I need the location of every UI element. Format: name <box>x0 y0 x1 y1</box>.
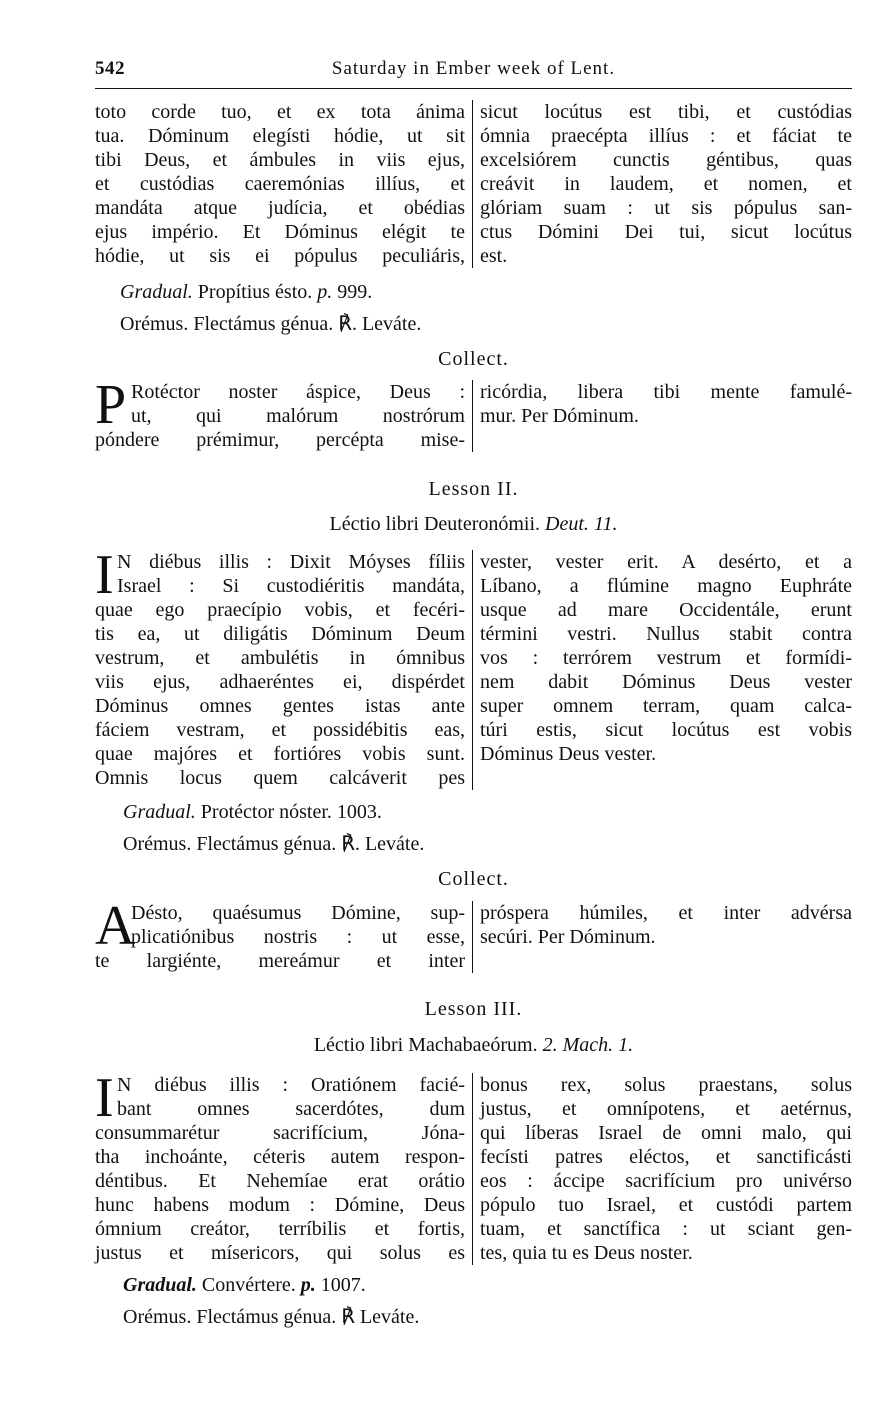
left-column <box>95 1067 465 1265</box>
gradual-line <box>123 1272 366 1298</box>
lesson-title <box>95 1032 852 1058</box>
text-line: Israel : Si custodiéritis mandáta, <box>117 575 465 597</box>
text-line: tua. Dóminum elegísti hódie, ut sit <box>95 125 465 147</box>
text-line: justus et mísericors, qui solus es <box>95 1242 465 1264</box>
left-column <box>95 374 465 452</box>
text-line: nem dabit Dóminus Deus vester <box>480 671 852 693</box>
text-line: glóriam suam : ut sis pópulus san- <box>480 197 852 219</box>
reading-continuation <box>95 100 852 268</box>
text-line: hódie, ut sis ei pópulus peculiáris, <box>95 245 465 267</box>
gradual-text: Propítius ésto. <box>192 281 318 303</box>
gradual-text: Protéctor nóster. 1003. <box>195 801 382 823</box>
right-column <box>480 380 852 428</box>
page-ref: 999. <box>332 281 373 303</box>
text-line: tuam, et sanctífica : ut sciant gen- <box>480 1218 852 1240</box>
text-line: túri estis, sicut locútus est vobis <box>480 719 852 741</box>
text-line: secúri. Per Dóminum. <box>480 926 656 948</box>
text-line: ut, qui malórum nostrórum <box>131 405 465 427</box>
gradual-line <box>120 279 372 305</box>
text-line: toto corde tuo, et ex tota ánima <box>95 101 465 123</box>
drop-cap: A <box>95 895 136 957</box>
text-line: sicut locútus est tibi, et custódias <box>480 101 852 123</box>
text-line: quae majóres et fortióres vobis sunt. <box>95 743 465 765</box>
lesson-title-text: Léctio libri Machabaeórum. <box>313 1034 543 1056</box>
text-line: términi vestri. Nullus stabit contra <box>480 623 852 645</box>
text-line: Líbano, a flúmine magno Euphráte <box>480 575 852 597</box>
right-column <box>480 100 852 268</box>
text-line: consummarétur sacrifícium, Jóna- <box>95 1122 465 1144</box>
left-column <box>95 544 465 790</box>
right-column <box>480 550 852 766</box>
text-line: déntibus. Et Nehemíae erat orátio <box>95 1170 465 1192</box>
text-line: bant omnes sacerdótes, dum <box>117 1098 465 1120</box>
text-line: excelsiórem cunctis géntibus, quas <box>480 149 852 171</box>
lesson-heading: Lesson II. <box>428 478 519 500</box>
lesson-heading: Lesson III. <box>424 998 523 1020</box>
column-divider <box>472 550 473 790</box>
page-header <box>95 58 852 89</box>
collect-heading: Collect. <box>438 868 509 890</box>
text-line: tha inchoánte, céteris autem respon- <box>95 1146 465 1168</box>
right-column <box>480 1073 852 1265</box>
text-line: fecísti patres eléctos, et sanctificásti <box>480 1146 852 1168</box>
text-line: tis ea, ut diligátis Dóminum Deum <box>95 623 465 645</box>
page-ref: 1007. <box>315 1274 366 1296</box>
page-ref-label: p. <box>317 281 333 303</box>
text-line: próspera húmiles, et inter advérsa <box>480 902 852 924</box>
page-number: 542 <box>95 58 125 79</box>
collect-block <box>95 374 852 452</box>
text-line: Dóminus omnes gentes istas ante <box>95 695 465 717</box>
drop-cap: I <box>95 544 114 606</box>
text-line: vos : terrórem vestrum et formídi- <box>480 647 852 669</box>
text-line: Désto, quaésumus Dómine, sup- <box>131 902 465 924</box>
text-line: N diébus illis : Dixit Móyses fíliis <box>117 551 465 573</box>
text-line: quae ego praecípio vobis, et fecéri- <box>95 599 465 621</box>
text-line: qui líberas Israel de omni malo, qui <box>480 1122 852 1144</box>
text-line: vestrum, et ambulétis in ómnibus <box>95 647 465 669</box>
text-line: ómnia praecépta illíus : et fáciat te <box>480 125 852 147</box>
text-line: hunc habens modum : Dómine, Deus <box>95 1194 465 1216</box>
lesson-title-text: Léctio libri Deuteronómii. <box>329 513 546 535</box>
text-line: et custódias caeremónias illíus, et <box>95 173 465 195</box>
text-line: plicatiónibus nostris : ut esse, <box>131 926 465 948</box>
text-line: usque ad mare Occidentále, erunt <box>480 599 852 621</box>
collect-heading: Collect. <box>438 348 509 370</box>
gradual-line <box>123 799 382 825</box>
lesson-title <box>95 511 852 537</box>
text-line: ejus império. Et Dóminus elégit te <box>95 221 465 243</box>
text-line: justus, et omnípotens, et aetérnus, <box>480 1098 852 1120</box>
text-line: tibi Deus, et ámbules in viis ejus, <box>95 149 465 171</box>
scripture-ref: 2. Mach. 1. <box>542 1034 634 1056</box>
left-column <box>95 100 465 268</box>
text-line: N diébus illis : Oratiónem facié- <box>117 1074 465 1096</box>
text-line: Rotéctor noster áspice, Deus : <box>131 381 465 403</box>
text-line: fáciem vestram, et possidébitis eas, <box>95 719 465 741</box>
gradual-label: Gradual. <box>120 281 193 303</box>
column-divider <box>472 901 473 973</box>
drop-cap: I <box>95 1067 114 1129</box>
running-title: Saturday in Ember week of Lent. <box>331 58 616 79</box>
gradual-label: Gradual. <box>123 1274 197 1296</box>
page-ref-label: p. <box>300 1274 316 1296</box>
text-line: ómnium creátor, terríbilis et fortis, <box>95 1218 465 1240</box>
gradual-label: Gradual. <box>123 801 196 823</box>
text-line: póndere prémimur, percépta mise- <box>95 429 465 451</box>
column-divider <box>472 380 473 452</box>
text-line: te largiénte, mereámur et inter <box>95 950 465 972</box>
text-line: bonus rex, solus praestans, solus <box>480 1074 852 1096</box>
text-line: tes, quia tu es Deus noster. <box>480 1242 693 1264</box>
oremus-line: Orémus. Flectámus génua. ℟. Leváte. <box>123 833 425 855</box>
missal-page <box>95 58 852 1328</box>
text-line: Dóminus Deus vester. <box>480 743 657 765</box>
gradual-text: Convértere. <box>196 1274 301 1296</box>
text-line: ricórdia, libera tibi mente famulé- <box>480 381 852 403</box>
column-divider <box>472 100 473 268</box>
drop-cap: P <box>95 374 127 436</box>
scripture-ref: Deut. 11. <box>545 513 618 535</box>
text-line: super omnem terram, quam calca- <box>480 695 852 717</box>
collect-block <box>95 895 852 973</box>
lesson-text <box>95 544 852 790</box>
text-line: pópulo tuo Israel, et custódi partem <box>480 1194 852 1216</box>
oremus-line: Orémus. Flectámus génua. ℟ Leváte. <box>123 1306 420 1328</box>
right-column <box>480 901 852 949</box>
text-line: vester, vester erit. A desérto, et a <box>480 551 852 573</box>
text-line: mur. Per Dóminum. <box>480 405 639 427</box>
text-line: Omnis locus quem calcáverit pes <box>95 767 465 789</box>
column-divider <box>472 1073 473 1265</box>
text-line: eos : áccipe sacrifícium pro univérso <box>480 1170 852 1192</box>
text-line: mandáta atque judícia, et obédias <box>95 197 465 219</box>
lesson-text <box>95 1067 852 1265</box>
text-line: ctus Dómini Dei tui, sicut locútus <box>480 221 852 243</box>
text-line: est. <box>480 245 508 267</box>
oremus-line: Orémus. Flectámus génua. ℟. Leváte. <box>120 313 422 335</box>
text-line: creávit in laudem, et nomen, et <box>480 173 852 195</box>
text-line: viis ejus, adhaeréntes ei, dispérdet <box>95 671 465 693</box>
left-column <box>95 895 465 973</box>
